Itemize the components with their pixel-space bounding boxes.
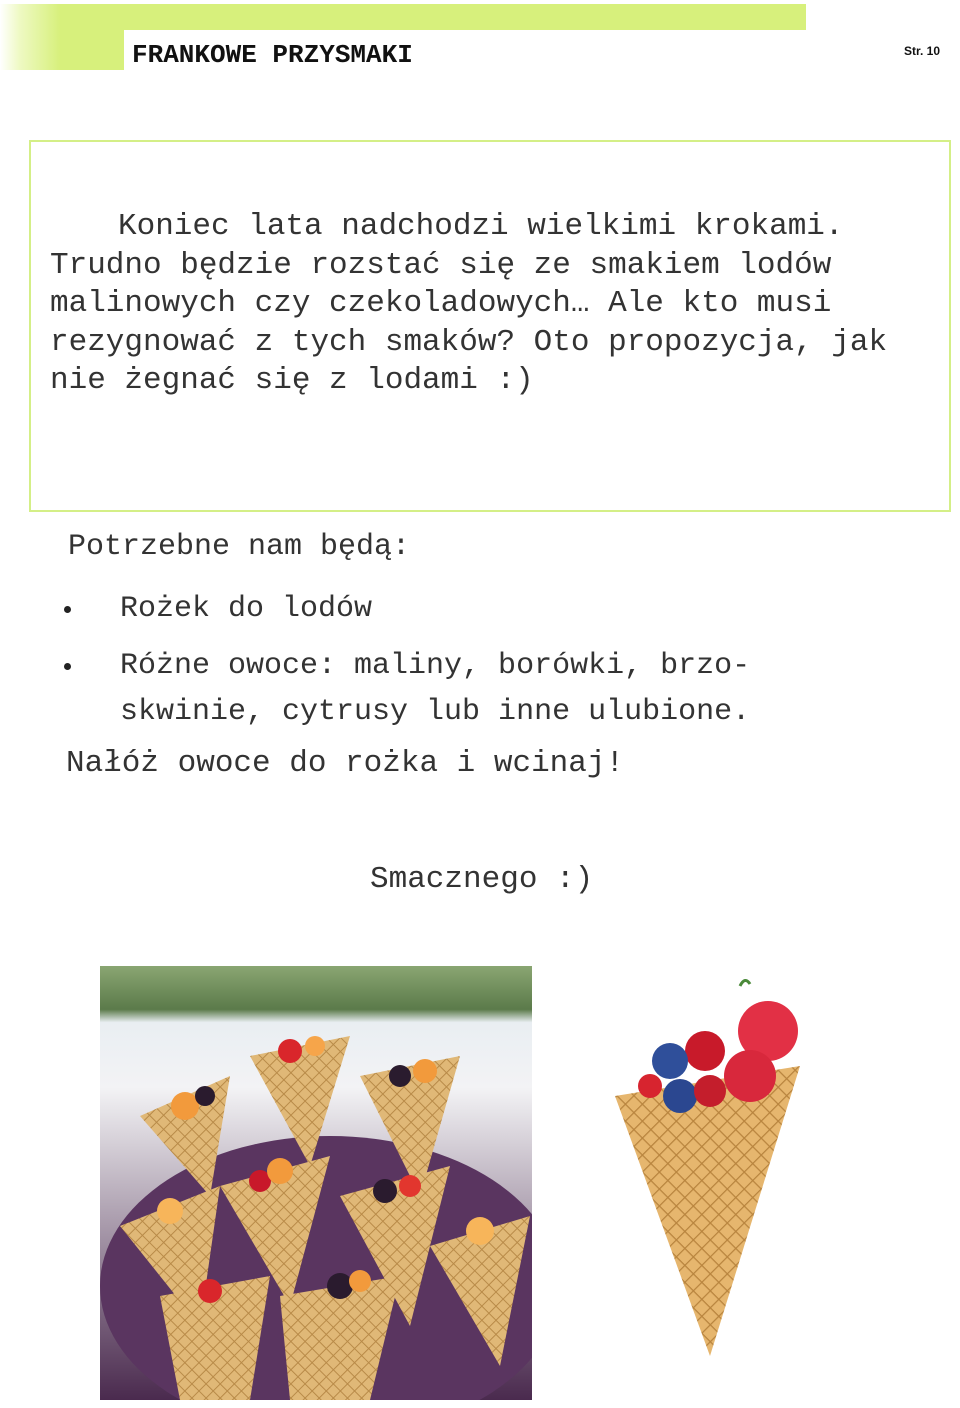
ingredient-item: [60, 643, 860, 735]
berry-cone-photo: [600, 976, 860, 1376]
bullet-icon: [64, 663, 71, 670]
page-header-title: FRANKOWE PRZYSMAKI: [132, 40, 413, 70]
ingredients-list: [60, 586, 860, 746]
bullet-icon: [64, 606, 71, 613]
ingredient-text: Rożek do lodów: [120, 592, 373, 626]
berry-cone-illustration: [600, 976, 860, 1376]
page-number: Str. 10: [903, 44, 940, 58]
ingredient-text: Różne owoce: maliny, borówki, brzo-skwinie, cytrusy lub inne ulubione.: [120, 649, 751, 729]
fruit-cones-illustration: [100, 966, 532, 1400]
instruction-text: Nałóż owoce do rożka i wcinaj!: [66, 746, 625, 781]
closing-text: Smacznego :): [370, 862, 594, 897]
ingredients-heading: Potrzebne nam będą:: [68, 530, 411, 564]
intro-paragraph: Koniec lata nadchodzi wielkimi krokami. Trudno będzie rozstać się ze smakiem lodów malinowych czy czekoladowych… Ale kto musi rezygnować z tych smaków? Oto propozycja, jak nie żegnać się z lodami :): [50, 209, 888, 399]
ingredient-item: [60, 586, 860, 632]
fruit-cones-platter-photo: [100, 966, 532, 1400]
